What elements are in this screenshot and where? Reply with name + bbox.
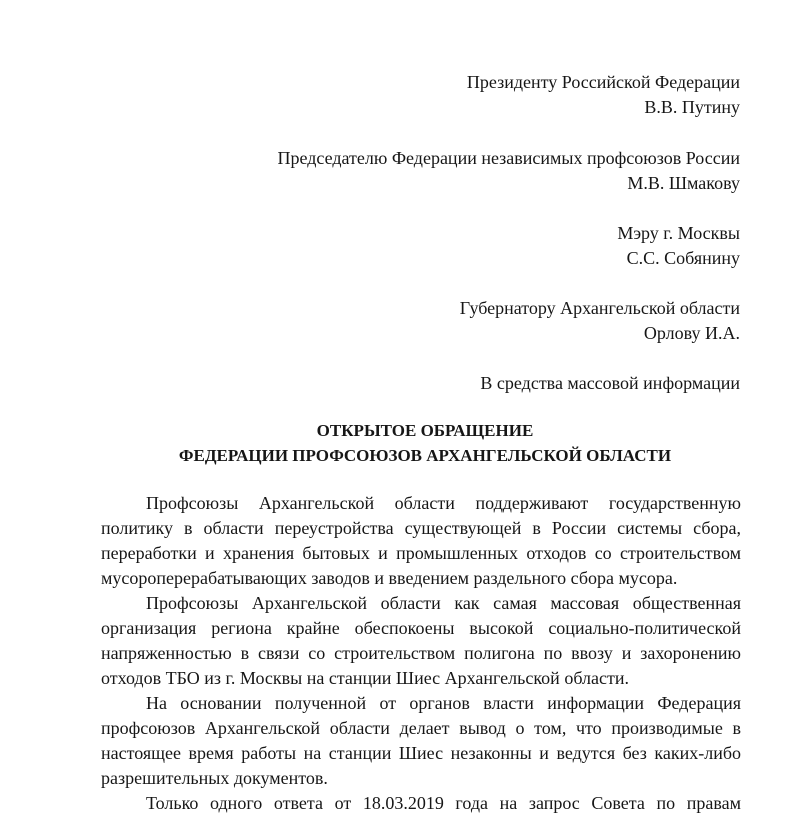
addressee-name: В.В. Путину (644, 97, 740, 117)
document-body (101, 491, 741, 816)
paragraph-line: напряженностью в связи со строительством полигона по ввозу и захоронению (101, 643, 741, 663)
addressee-name: М.В. Шмакову (627, 173, 740, 193)
document-subtitle: ФЕДЕРАЦИИ ПРОФСОЮЗОВ АРХАНГЕЛЬСКОЙ ОБЛАСТИ (178, 446, 672, 465)
addressee-name: Орлову И.А. (643, 323, 740, 343)
paragraph-line: разрешительных документов. (101, 768, 328, 788)
addressee-mass-media (480, 371, 740, 396)
addressee-position: Президенту Российской Федерации (466, 72, 740, 92)
paragraph-3 (101, 691, 741, 791)
addressee-governor (460, 296, 740, 346)
paragraph-4 (101, 791, 741, 816)
paragraph-line: профсоюзов Архангельской области делает вывод о том, что производимые в (101, 718, 741, 738)
paragraph-line: Профсоюзы Архангельской области как самая массовая общественная (146, 593, 741, 613)
paragraph-line: политику в области переустройства существующей в России системы сбора, (101, 518, 741, 538)
addressee-president (467, 70, 740, 120)
paragraph-1 (101, 491, 741, 591)
paragraph-line: На основании полученной от органов власти информации Федерация (146, 693, 741, 713)
paragraph-line: Профсоюзы Архангельской области поддерживают государственную (146, 493, 741, 513)
document-title: ОТКРЫТОЕ ОБРАЩЕНИЕ (316, 421, 534, 440)
addressee-name: С.С. Собянину (626, 248, 740, 268)
addressee-moscow-mayor (617, 221, 740, 271)
addressee-position: Председателю Федерации независимых профсоюзов России (277, 148, 740, 168)
paragraph-line: мусороперерабатывающих заводов и введением раздельного сбора мусора. (101, 568, 678, 588)
paragraph-line: отходов ТБО из г. Москвы на станции Шиес Архангельской области. (101, 668, 629, 688)
addressee-position: Губернатору Архангельской области (459, 298, 740, 318)
paragraph-line: организация региона крайне обеспокоены высокой социально-политической (101, 618, 741, 638)
addressee-position: В средства массовой информации (480, 373, 740, 393)
addressee-fnpr-chairman (277, 146, 740, 196)
paragraph-line: настоящее время работы на станции Шиес незаконны и ведутся без каких-либо (101, 743, 741, 763)
addressee-position: Мэру г. Москвы (617, 223, 740, 243)
paragraph-line: переработки и хранения бытовых и промышленных отходов со строительством (101, 543, 741, 563)
paragraph-2 (101, 591, 741, 691)
paragraph-line: Только одного ответа от 18.03.2019 года на запрос Совета по правам (146, 793, 741, 813)
